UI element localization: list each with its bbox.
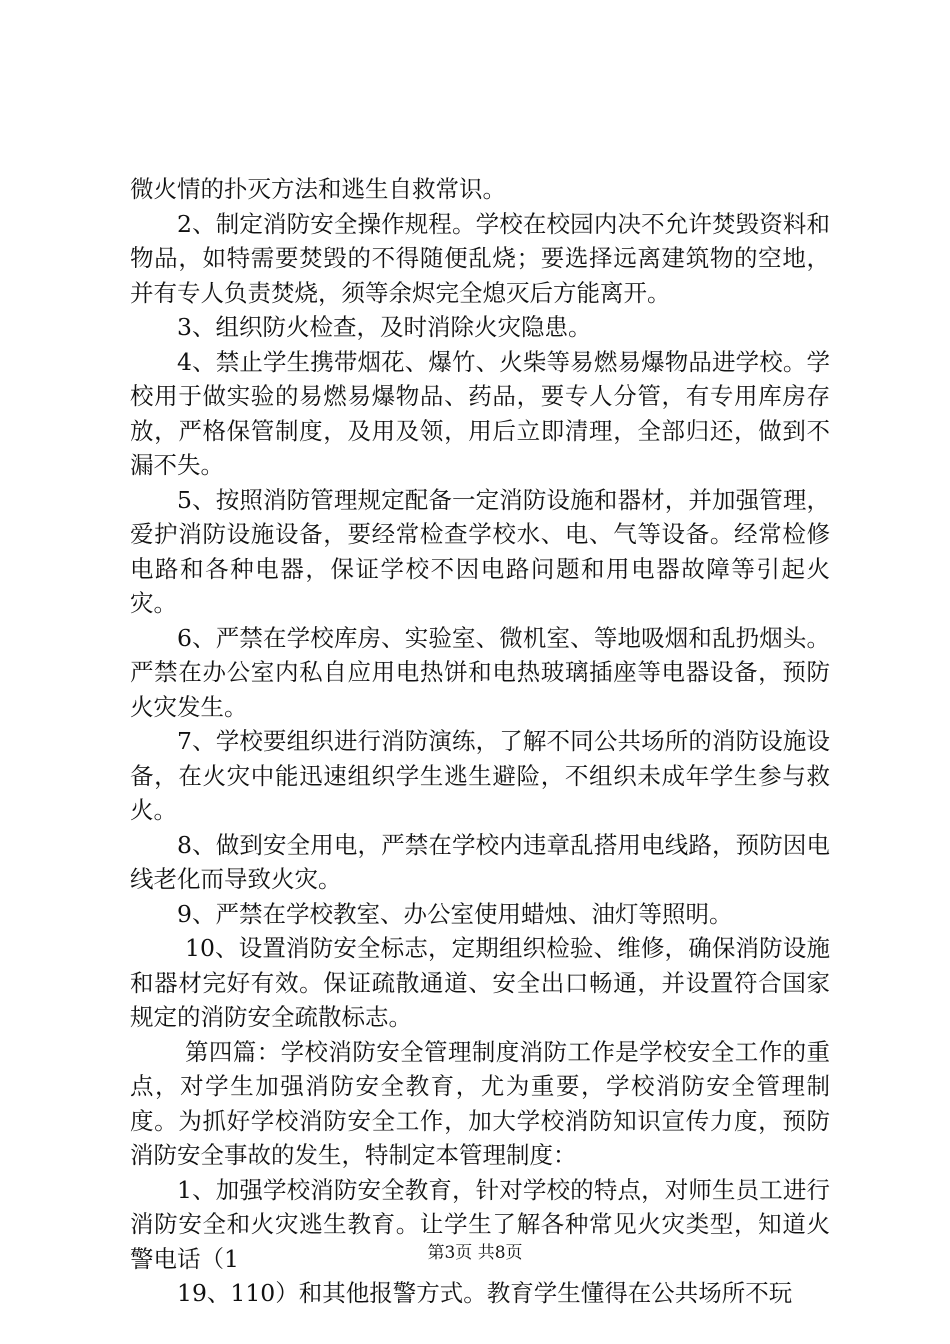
- paragraph-item-3: 3、组织防火检查，及时消除火灾隐患。: [177, 313, 592, 341]
- paragraph-continuation-tail: 19、110）和其他报警方式。教育学生懂得在公共场所不玩: [177, 1279, 793, 1307]
- paragraph-item-9: 9、严禁在学校教室、办公室使用蜡烛、油灯等照明。: [177, 899, 733, 928]
- page-number-footer: 第3页 共8页: [427, 1243, 523, 1263]
- paragraph-continuation: 微火情的扑灭方法和逃生自救常识。: [130, 175, 506, 203]
- document-body: [130, 172, 830, 1311]
- paragraph-item-7: 7、学校要组织进行消防演练，了解不同公共场所的消防设施设备，在火灾中能迅速组织学生逃生避险，不组织未成年学生参与救火。: [130, 727, 830, 824]
- paragraph-item-1: 1、加强学校消防安全教育，针对学校的特点，对师生员工进行消防安全和火灾逃生教育。让学生了解各种常见火灾类型，知道火警电话（1: [130, 1175, 830, 1273]
- section-heading-paragraph: 第四篇：学校消防安全管理制度消防工作是学校安全工作的重点，对学生加强消防安全教育，尤为重要，学校消防安全管理制度。为抓好学校消防安全工作，加大学校消防知识宣传力度，预防消防安全事故的发生，特制定本管理制度：: [130, 1037, 830, 1169]
- paragraph-item-4: 4、禁止学生携带烟花、爆竹、火柴等易燃易爆物品进学校。学校用于做实验的易燃易爆物品、药品，要专人分管，有专用库房存放，严格保管制度，及用及领，用后立即清理，全部归还，做到不漏不失。: [130, 347, 830, 479]
- paragraph-item-5: 5、按照消防管理规定配备一定消防设施和器材，并加强管理，爱护消防设施设备，要经常检查学校水、电、气等设备。经常检修电路和各种电器，保证学校不因电路问题和用电器故障等引起火灾。: [130, 485, 830, 617]
- paragraph-item-2: 2、制定消防安全操作规程。学校在校园内决不允许焚毁资料和物品，如特需要焚毁的不得随便乱烧；要选择远离建筑物的空地，并有专人负责焚烧，须等余烬完全熄灭后方能离开。: [130, 209, 830, 307]
- paragraph-item-6: 6、严禁在学校库房、实验室、微机室、等地吸烟和乱扔烟头。严禁在办公室内私自应用电热饼和电热玻璃插座等电器设备，预防火灾发生。: [130, 623, 830, 721]
- paragraph-item-10: 10、设置消防安全标志，定期组织检验、维修，确保消防设施和器材完好有效。保证疏散通道、安全出口畅通，并设置符合国家规定的消防安全疏散标志。: [130, 934, 830, 1031]
- paragraph-item-8: 8、做到安全用电，严禁在学校内违章乱搭用电线路，预防因电线老化而导致火灾。: [130, 830, 830, 893]
